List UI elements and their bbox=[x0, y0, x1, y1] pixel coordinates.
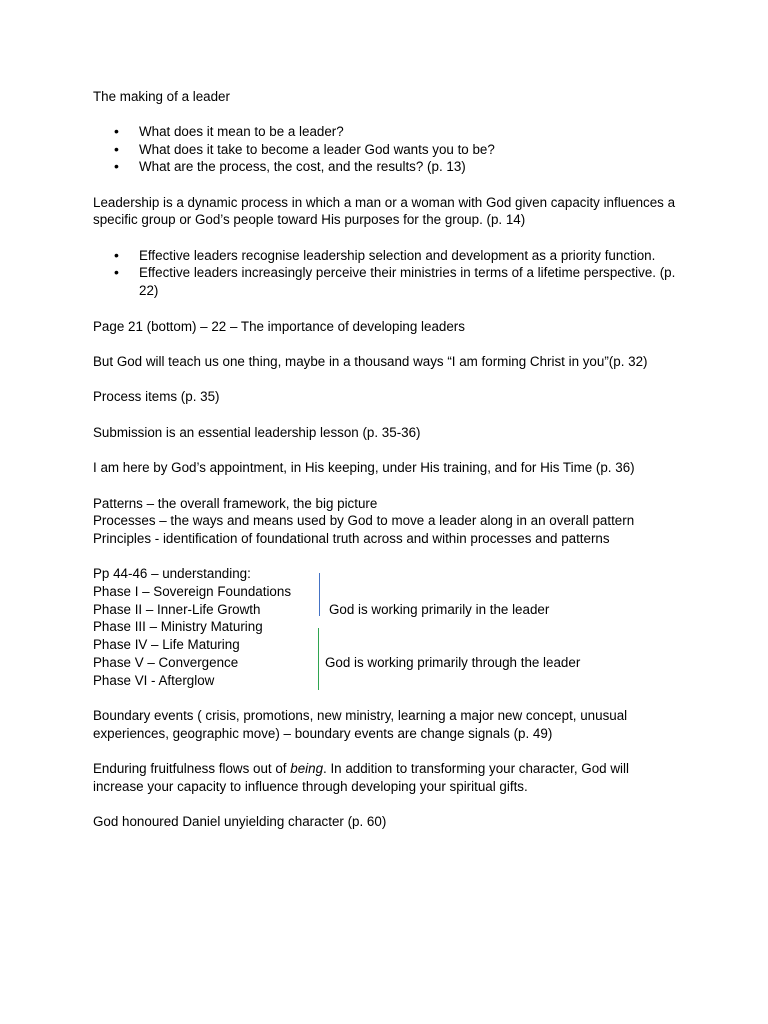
daniel-paragraph: God honoured Daniel unyielding character (p. 60) bbox=[93, 814, 387, 830]
phase-item: Phase IV – Life Maturing bbox=[93, 637, 240, 653]
patterns-line: Patterns – the overall framework, the big picture bbox=[93, 495, 378, 511]
phase-item: Phase V – Convergence bbox=[93, 654, 239, 670]
questions-list bbox=[93, 123, 683, 176]
fruitfulness-suffix: . In addition to transforming your character, God will increase your capacity to influence through developing your spiritual gifts. bbox=[93, 761, 629, 794]
process-items-paragraph: Process items (p. 35) bbox=[93, 389, 220, 405]
effective-leaders-list bbox=[93, 247, 683, 300]
processes-line: Processes – the ways and means used by God to move a leader along in an overall pattern bbox=[93, 513, 635, 529]
note-working-through-leader: God is working primarily through the leader bbox=[325, 654, 581, 670]
understanding-heading: Pp 44-46 – understanding: bbox=[93, 566, 251, 582]
phases-block bbox=[93, 583, 683, 689]
note-working-in-leader: God is working primarily in the leader bbox=[329, 601, 550, 617]
document-title: The making of a leader bbox=[93, 88, 230, 104]
list-item: • What are the process, the cost, and the results? (p. 13) bbox=[93, 158, 683, 176]
list-item: • Effective leaders increasingly perceive their ministries in terms of a lifetime perspective. (p. 22) bbox=[93, 264, 683, 299]
phase-item: Phase III – Ministry Maturing bbox=[93, 619, 263, 635]
list-item: • Effective leaders recognise leadership selection and development as a priority function. bbox=[93, 247, 683, 265]
phase-item: Phase VI - Afterglow bbox=[93, 672, 215, 688]
principles-line: Principles - identification of foundational truth across and within processes and patterns bbox=[93, 530, 610, 546]
fruitfulness-emphasis: being bbox=[290, 761, 324, 777]
phase-item: Phase I – Sovereign Foundations bbox=[93, 584, 292, 600]
phase-item: Phase II – Inner-Life Growth bbox=[93, 601, 261, 617]
leadership-definition: Leadership is a dynamic process in which a man or a woman with God given capacity influences a specific group or God’s people toward His purposes for the group. (p. 14) bbox=[93, 194, 676, 228]
bracket-line-upper bbox=[319, 573, 320, 616]
boundary-events-paragraph: Boundary events ( crisis, promotions, new ministry, learning a major new concept, unusual experiences, geographic move) – boundary events are change signals (p. 49) bbox=[93, 707, 628, 741]
list-item: • What does it mean to be a leader? bbox=[93, 123, 683, 141]
appointment-paragraph: I am here by God’s appointment, in His keeping, under His training, and for His Time (p. 36) bbox=[93, 460, 635, 476]
fruitfulness-prefix: Enduring fruitfulness flows out of bbox=[93, 761, 291, 777]
list-item: • What does it take to become a leader God wants you to be? bbox=[93, 141, 683, 159]
forming-christ-paragraph: But God will teach us one thing, maybe in a thousand ways “I am forming Christ in you”(p. 32) bbox=[93, 353, 648, 369]
submission-paragraph: Submission is an essential leadership lesson (p. 35-36) bbox=[93, 424, 421, 440]
bracket-line-lower bbox=[318, 628, 319, 690]
fruitfulness-paragraph bbox=[93, 760, 683, 795]
importance-paragraph: Page 21 (bottom) – 22 – The importance of developing leaders bbox=[93, 318, 465, 334]
document-body bbox=[93, 88, 683, 831]
